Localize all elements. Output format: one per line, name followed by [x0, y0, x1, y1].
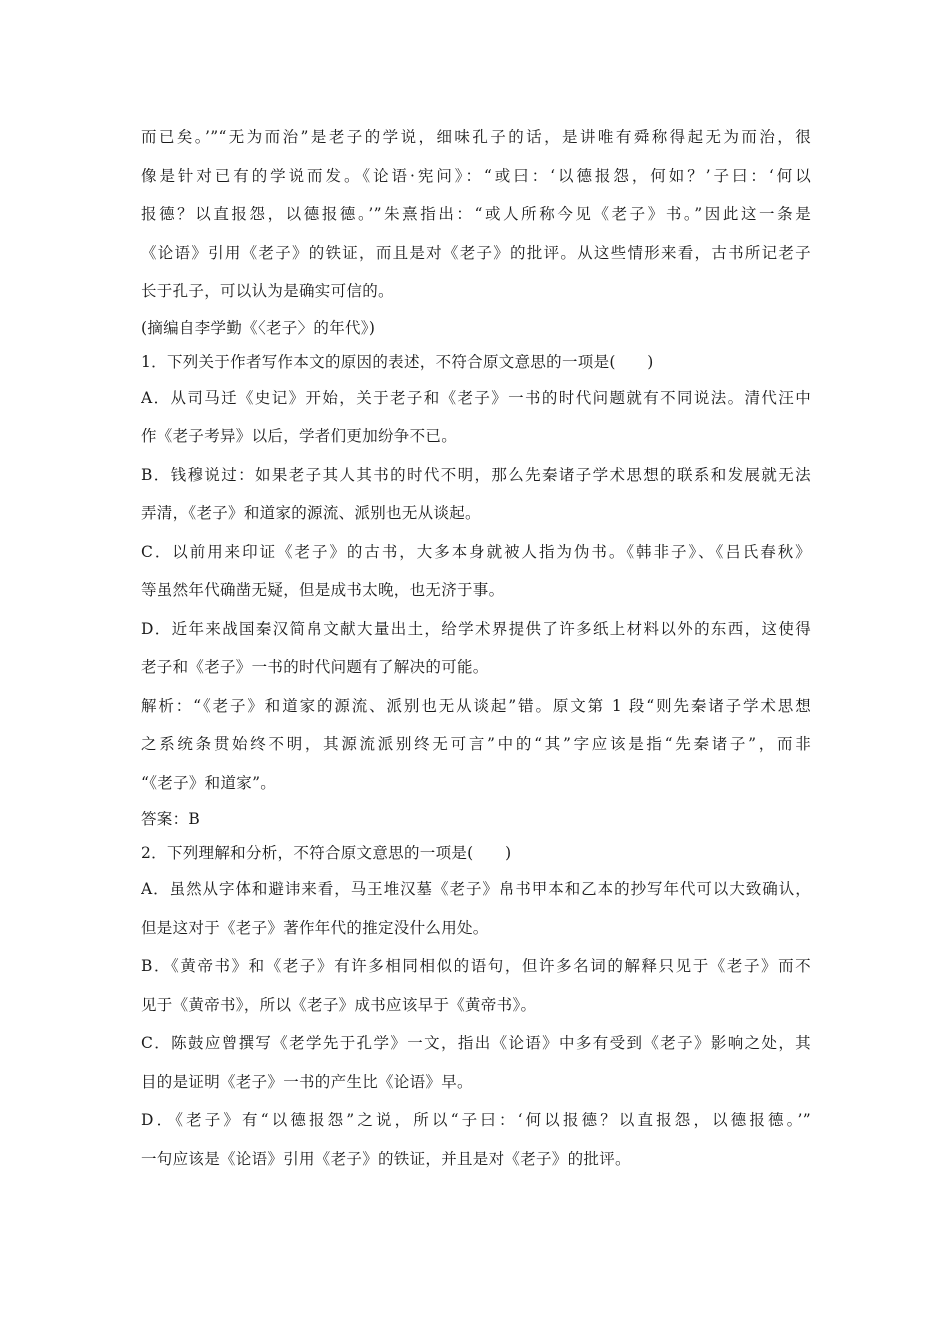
option-line: D．近年来战国秦汉简帛文献大量出土，给学术界提供了许多纸上材料以外的东西，这使得: [141, 619, 811, 638]
passage-line: 《论语》引用《老子》的铁证，而且是对《老子》的批评。从这些情形来看，古书所记老子: [141, 243, 811, 262]
option-line: B．钱穆说过：如果老子其人其书的时代不明，那么先秦诸子学术思想的联系和发展就无法: [141, 465, 811, 484]
question-1: [141, 345, 811, 837]
analysis: [141, 687, 811, 803]
question-stem: 1．下列关于作者写作本文的原因的表述，不符合原文意思的一项是( ): [141, 352, 654, 371]
question-stem: 2．下列理解和分析，不符合原文意思的一项是( ): [141, 844, 512, 862]
option-d: [141, 610, 811, 687]
option-a: [141, 379, 811, 456]
analysis-line: 解析：“《老子》和道家的源流、派别也无从谈起”错。原文第 1 段“则先秦诸子学术思想: [141, 696, 811, 715]
option-line: C．以前用来印证《老子》的古书，大多本身就被人指为伪书。《韩非子》、《吕氏春秋》: [141, 542, 811, 561]
option-c: [141, 1024, 811, 1101]
analysis-line: “《老子》和道家”。: [141, 773, 277, 792]
option-a: [141, 870, 811, 947]
option-line: 老子和《老子》一书的时代问题有了解决的可能。: [141, 658, 489, 676]
passage-line: 而已矣。’”“无为而治”是老子的学说，细味孔子的话，是讲唯有舜称得起无为而治，很: [141, 128, 811, 146]
option-line: 作《老子考异》以后，学者们更加纷争不已。: [141, 427, 458, 445]
option-line: 一句应该是《论语》引用《老子》的铁证，并且是对《老子》的批评。: [141, 1149, 631, 1168]
passage-paragraph: [141, 118, 811, 311]
option-line: 见于《黄帝书》，所以《老子》成书应该早于《黄帝书》。: [141, 995, 537, 1014]
option-line: B．《黄帝书》和《老子》有许多相同相似的语句，但许多名词的解释只见于《老子》而不: [141, 957, 811, 975]
option-line: A．虽然从字体和避讳来看，马王堆汉墓《老子》帛书甲本和乙本的抄写年代可以大致确认，: [141, 880, 811, 898]
option-line: C．陈鼓应曾撰写《老学先于孔学》一文，指出《论语》中多有受到《老子》影响之处，其: [141, 1034, 811, 1052]
option-line: 等虽然年代确凿无疑，但是成书太晚，也无济于事。: [141, 581, 505, 599]
passage-source: (摘编自李学勤《〈老子〉的年代》): [141, 318, 376, 337]
option-line: 弄清，《老子》和道家的源流、派别也无从谈起。: [141, 504, 481, 522]
option-line: 但是这对于《老子》著作年代的推定没什么用处。: [141, 918, 489, 937]
option-b: [141, 456, 811, 533]
document-body: [141, 118, 811, 1178]
question-2: [141, 836, 811, 1178]
option-d: [141, 1101, 811, 1178]
passage-line: 像是针对已有的学说而发。《论语·宪问》：“或曰：‘以德报怨，何如？’子曰：‘何以: [141, 166, 811, 185]
passage-line: 长于孔子，可以认为是确实可信的。: [141, 282, 394, 300]
analysis-line: 之系统条贯始终不明，其源流派别终无可言”中的“其”字应该是指“先秦诸子”，而非: [141, 735, 811, 753]
option-line: D．《老子》有“以德报怨”之说，所以“子曰：‘何以报德？以直报怨，以德报德。’”: [141, 1111, 811, 1129]
option-b: [141, 947, 811, 1024]
option-line: 目的是证明《老子》一书的产生比《论语》早。: [141, 1072, 473, 1091]
option-line: A．从司马迁《史记》开始，关于老子和《老子》一书的时代问题就有不同说法。清代汪中: [141, 388, 811, 407]
answer: 答案：B: [141, 810, 201, 828]
passage-line: 报德？以直报怨，以德报德。’”朱熹指出：“或人所称今见《老子》书。”因此这一条是: [141, 205, 811, 223]
option-c: [141, 533, 811, 610]
